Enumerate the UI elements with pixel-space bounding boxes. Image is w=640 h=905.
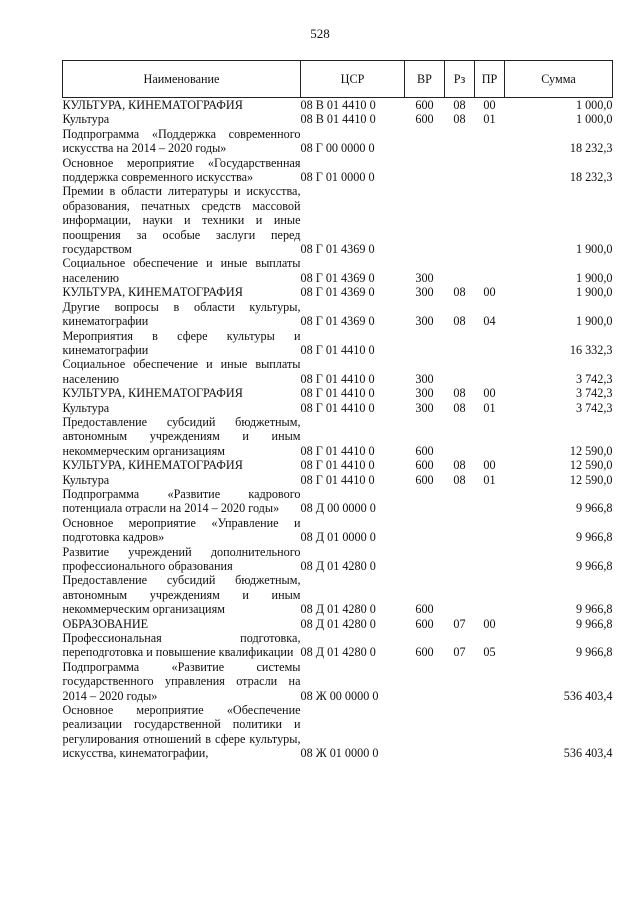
cell-csr: 08 Д 00 0000 0 bbox=[300, 501, 376, 516]
cell-vr bbox=[405, 127, 445, 156]
cell-sum: 9 966,8 bbox=[575, 645, 613, 660]
cell-csr: 08 Г 01 4369 0 bbox=[300, 270, 375, 285]
cell-pr bbox=[475, 660, 505, 703]
cell-sum: 9 966,8 bbox=[575, 501, 613, 516]
cell-pr bbox=[475, 516, 505, 545]
cell-sum: 536 403,4 bbox=[563, 688, 613, 703]
cell-name: Культура bbox=[62, 472, 110, 487]
cell-sum: 9 966,8 bbox=[575, 530, 613, 545]
cell-pr bbox=[475, 184, 505, 256]
cell-rz bbox=[445, 357, 475, 386]
table-row bbox=[63, 545, 613, 574]
table-row bbox=[63, 487, 613, 516]
cell-name: Культура bbox=[62, 112, 110, 127]
cell-vr: 300 bbox=[415, 400, 434, 415]
table-body bbox=[63, 98, 613, 761]
cell-pr: 04 bbox=[483, 314, 496, 329]
table-row bbox=[63, 156, 613, 185]
cell-name: Профессиональная подготовка, переподготовка и повышение квалификации bbox=[62, 631, 301, 660]
cell-name: Предоставление субсидий бюджетным, автономным учреждениям и иным некоммерческим организациям bbox=[62, 414, 301, 458]
cell-pr bbox=[475, 415, 505, 458]
cell-vr: 300 bbox=[415, 371, 434, 386]
cell-vr bbox=[405, 329, 445, 358]
cell-sum: 1 900,0 bbox=[575, 314, 613, 329]
cell-csr: 08 Д 01 4280 0 bbox=[300, 645, 376, 660]
table-row bbox=[63, 329, 613, 358]
cell-rz: 08 bbox=[453, 98, 466, 112]
cell-name: Социальное обеспечение и иные выплаты населению bbox=[62, 256, 301, 285]
cell-csr: 08 Г 01 4410 0 bbox=[300, 443, 375, 458]
cell-pr: 00 bbox=[483, 98, 496, 112]
cell-name: Развитие учреждений дополнительного профессионального образования bbox=[62, 544, 301, 573]
cell-pr: 05 bbox=[483, 645, 496, 660]
table-header bbox=[63, 61, 613, 98]
cell-sum: 9 966,8 bbox=[575, 616, 613, 631]
cell-vr: 300 bbox=[415, 285, 434, 300]
table-row bbox=[63, 98, 613, 113]
cell-name: КУЛЬТУРА, КИНЕМАТОГРАФИЯ bbox=[62, 98, 243, 112]
cell-rz bbox=[445, 256, 475, 285]
column-header-csr: ЦСР bbox=[301, 61, 405, 98]
cell-sum: 9 966,8 bbox=[575, 602, 613, 617]
table-row bbox=[63, 300, 613, 329]
cell-rz: 08 bbox=[453, 400, 466, 415]
cell-vr: 600 bbox=[415, 602, 434, 617]
cell-pr bbox=[475, 573, 505, 616]
page-number: 528 bbox=[310, 26, 330, 41]
cell-vr bbox=[405, 660, 445, 703]
cell-sum: 12 590,0 bbox=[569, 472, 613, 487]
cell-csr: 08 Д 01 0000 0 bbox=[300, 530, 376, 545]
cell-pr bbox=[475, 703, 505, 761]
cell-rz bbox=[445, 660, 475, 703]
cell-csr: 08 Г 01 4410 0 bbox=[300, 472, 375, 487]
cell-rz bbox=[445, 573, 475, 616]
budget-table bbox=[62, 60, 613, 761]
table-row bbox=[63, 184, 613, 256]
cell-name: КУЛЬТУРА, КИНЕМАТОГРАФИЯ bbox=[62, 458, 243, 473]
cell-sum: 1 900,0 bbox=[575, 270, 613, 285]
cell-sum: 3 742,3 bbox=[575, 386, 613, 401]
cell-csr: 08 Г 00 0000 0 bbox=[300, 141, 375, 156]
table-row bbox=[63, 386, 613, 400]
cell-rz bbox=[445, 487, 475, 516]
cell-vr bbox=[405, 184, 445, 256]
cell-csr: 08 Ж 00 0000 0 bbox=[300, 688, 379, 703]
table-row bbox=[63, 112, 613, 126]
cell-name: Подпрограмма «Развитие кадрового потенциала отрасли на 2014 – 2020 годы» bbox=[62, 486, 301, 516]
cell-name: Премии в области литературы и искусства, образования, печатных средств массовой информации, науки и техники и иные поощрения за особые заслуги перед государством bbox=[62, 184, 301, 257]
cell-sum: 1 000,0 bbox=[575, 112, 613, 127]
cell-vr bbox=[405, 703, 445, 761]
cell-name: КУЛЬТУРА, КИНЕМАТОГРАФИЯ bbox=[62, 285, 243, 300]
cell-pr bbox=[475, 127, 505, 156]
table-row bbox=[63, 127, 613, 156]
cell-rz: 07 bbox=[453, 616, 466, 631]
cell-rz bbox=[445, 516, 475, 545]
cell-vr bbox=[405, 487, 445, 516]
cell-csr: 08 Д 01 4280 0 bbox=[300, 559, 376, 573]
cell-csr: 08 Г 01 4410 0 bbox=[300, 400, 375, 415]
table-row bbox=[63, 458, 613, 472]
cell-pr bbox=[475, 357, 505, 386]
cell-name: Основное мероприятие «Государственная поддержка современного искусства» bbox=[62, 155, 301, 185]
cell-vr: 600 bbox=[415, 458, 434, 473]
cell-name: КУЛЬТУРА, КИНЕМАТОГРАФИЯ bbox=[62, 386, 243, 401]
cell-csr: 08 Г 01 4369 0 bbox=[300, 285, 375, 300]
cell-vr: 600 bbox=[415, 472, 434, 487]
cell-pr: 00 bbox=[483, 616, 496, 631]
table-row bbox=[63, 660, 613, 703]
cell-csr: 08 Д 01 4280 0 bbox=[300, 616, 376, 631]
cell-name: Основное мероприятие «Управление и подготовка кадров» bbox=[62, 515, 301, 545]
table-row bbox=[63, 415, 613, 458]
cell-name: Другие вопросы в области культуры, кинематографии bbox=[62, 299, 301, 329]
cell-csr: 08 В 01 4410 0 bbox=[300, 112, 376, 127]
cell-sum: 12 590,0 bbox=[569, 458, 613, 473]
cell-csr: 08 Ж 01 0000 0 bbox=[300, 746, 379, 761]
cell-rz: 08 bbox=[453, 314, 466, 329]
cell-name: Подпрограмма «Развитие системы государственного управления отрасли на 2014 – 2020 годы» bbox=[62, 659, 301, 703]
cell-rz bbox=[445, 184, 475, 256]
cell-pr: 01 bbox=[483, 400, 496, 415]
cell-vr: 600 bbox=[415, 443, 434, 458]
cell-sum: 536 403,4 bbox=[563, 746, 613, 761]
cell-csr: 08 Г 01 4410 0 bbox=[300, 342, 375, 357]
cell-sum: 12 590,0 bbox=[569, 443, 613, 458]
cell-vr: 300 bbox=[415, 386, 434, 401]
cell-rz: 08 bbox=[453, 472, 466, 487]
cell-sum: 1 000,0 bbox=[575, 98, 613, 112]
cell-vr bbox=[405, 516, 445, 545]
cell-vr: 600 bbox=[415, 645, 434, 660]
cell-pr: 00 bbox=[483, 386, 496, 401]
cell-rz: 08 bbox=[453, 285, 466, 300]
cell-rz bbox=[445, 415, 475, 458]
cell-sum: 1 900,0 bbox=[575, 242, 613, 257]
cell-csr: 08 Г 01 4410 0 bbox=[300, 386, 375, 401]
cell-csr: 08 В 01 4410 0 bbox=[300, 98, 376, 112]
cell-rz: 07 bbox=[453, 645, 466, 660]
cell-csr: 08 Г 01 0000 0 bbox=[300, 170, 375, 185]
cell-sum: 3 742,3 bbox=[575, 371, 613, 386]
cell-pr bbox=[475, 545, 505, 574]
cell-vr bbox=[405, 156, 445, 185]
cell-name: Основное мероприятие «Обеспечение реализации государственной политики и регулирования отношений в сфере культуры, искусства, кинематографии, bbox=[62, 703, 301, 761]
cell-rz: 08 bbox=[453, 458, 466, 473]
table-row bbox=[63, 617, 613, 631]
cell-name: Культура bbox=[62, 400, 110, 415]
cell-sum: 9 966,8 bbox=[575, 559, 613, 573]
cell-vr: 300 bbox=[415, 270, 434, 285]
cell-rz bbox=[445, 156, 475, 185]
table-row bbox=[63, 473, 613, 487]
table-row bbox=[63, 516, 613, 545]
column-header-pr: ПР bbox=[475, 61, 505, 98]
cell-vr: 600 bbox=[415, 98, 434, 112]
cell-rz: 08 bbox=[453, 112, 466, 127]
cell-csr: 08 Г 01 4410 0 bbox=[300, 371, 375, 386]
cell-pr: 00 bbox=[483, 285, 496, 300]
cell-name: Предоставление субсидий бюджетным, автономным учреждениям и иным некоммерческим организациям bbox=[62, 573, 301, 617]
cell-name: ОБРАЗОВАНИЕ bbox=[62, 616, 149, 631]
table-row bbox=[63, 631, 613, 660]
cell-name: Мероприятия в сфере культуры и кинематографии bbox=[62, 328, 301, 357]
cell-vr: 600 bbox=[415, 616, 434, 631]
table-row bbox=[63, 703, 613, 761]
cell-rz bbox=[445, 545, 475, 574]
cell-rz: 08 bbox=[453, 386, 466, 401]
cell-pr: 00 bbox=[483, 458, 496, 473]
cell-name: Подпрограмма «Поддержка современного искусства на 2014 – 2020 годы» bbox=[62, 126, 301, 156]
cell-rz bbox=[445, 703, 475, 761]
cell-sum: 1 900,0 bbox=[575, 285, 613, 300]
cell-csr: 08 Д 01 4280 0 bbox=[300, 602, 376, 617]
table-row bbox=[63, 285, 613, 299]
cell-vr: 300 bbox=[415, 314, 434, 329]
table-row bbox=[63, 573, 613, 616]
cell-vr: 600 bbox=[415, 112, 434, 127]
cell-pr: 01 bbox=[483, 472, 496, 487]
cell-pr bbox=[475, 329, 505, 358]
cell-csr: 08 Г 01 4369 0 bbox=[300, 242, 375, 257]
cell-csr: 08 Г 01 4410 0 bbox=[300, 458, 375, 473]
cell-pr bbox=[475, 487, 505, 516]
table-row bbox=[63, 401, 613, 415]
table-row bbox=[63, 256, 613, 285]
column-header-vr: ВР bbox=[405, 61, 445, 98]
column-header-rz: Рз bbox=[445, 61, 475, 98]
cell-name: Социальное обеспечение и иные выплаты населению bbox=[62, 357, 301, 386]
cell-rz bbox=[445, 127, 475, 156]
cell-pr bbox=[475, 156, 505, 185]
column-header-sum: Сумма bbox=[505, 61, 613, 98]
cell-rz bbox=[445, 329, 475, 358]
cell-csr: 08 Г 01 4369 0 bbox=[300, 314, 375, 329]
cell-sum: 16 332,3 bbox=[569, 342, 613, 357]
table-row bbox=[63, 357, 613, 386]
cell-vr bbox=[405, 545, 445, 574]
cell-sum: 18 232,3 bbox=[569, 141, 613, 156]
cell-pr bbox=[475, 256, 505, 285]
column-header-name: Наименование bbox=[63, 61, 301, 98]
cell-sum: 18 232,3 bbox=[569, 170, 613, 185]
cell-pr: 01 bbox=[483, 112, 496, 127]
cell-sum: 3 742,3 bbox=[575, 400, 613, 415]
